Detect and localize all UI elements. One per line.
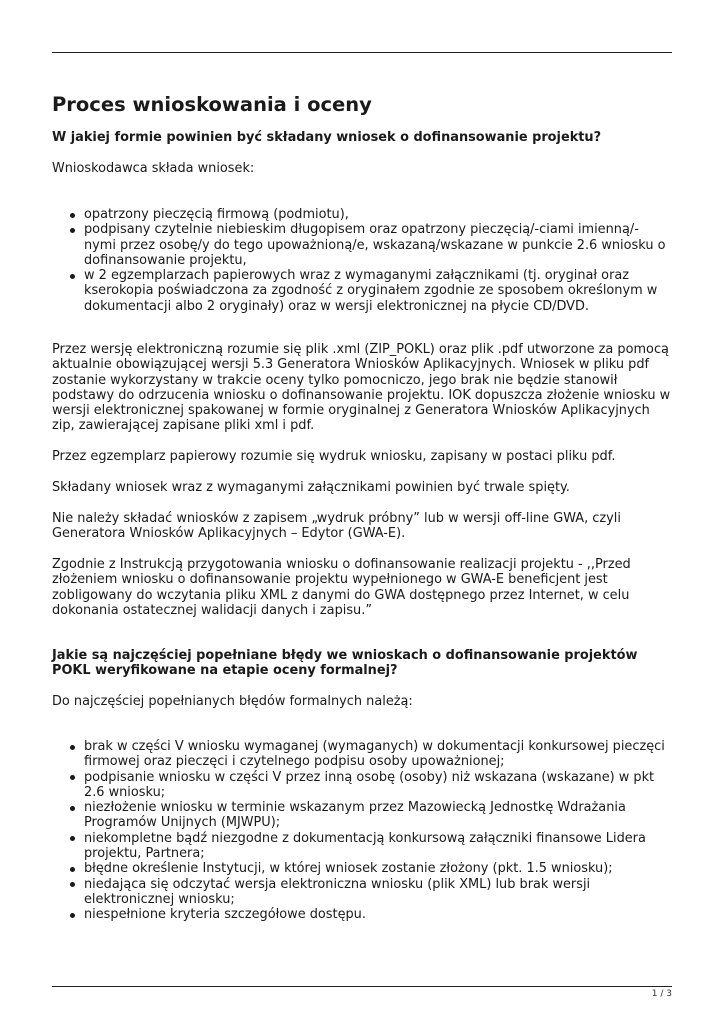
list-item: brak w części V wniosku wymaganej (wymaganych) w dokumentacji konkursowej pieczęci firmowej oraz pieczęci i czytelnego podpisu osoby upoważnionej; bbox=[84, 739, 674, 770]
paragraph-draft-print: Nie należy składać wniosków z zapisem „wydruk próbny” lub w wersji off-line GWA, czyli Generatora Wniosków Aplikacyjnych – Edytor (GWA-E). bbox=[52, 511, 621, 542]
list-item: niedająca się odczytać wersja elektroniczna wniosku (plik XML) lub brak wersji elektronicznej wniosku; bbox=[84, 877, 674, 908]
list-item: niezłożenie wniosku w terminie wskazanym przez Mazowiecką Jednostkę Wdrażania Programów Unijnych (MJWPU); bbox=[84, 800, 674, 831]
footer-rule bbox=[52, 986, 672, 987]
section2-intro: Do najczęściej popełnianych błędów formalnych należą: bbox=[52, 694, 413, 709]
section2-question: Jakie są najczęściej popełniane błędy we wnioskach o dofinansowanie projektów POKL weryfikowane na etapie oceny formalnej? bbox=[52, 648, 638, 679]
section1-question: W jakiej formie powinien być składany wniosek o dofinansowanie projektu? bbox=[52, 130, 602, 145]
paragraph-paper-copy: Przez egzemplarz papierowy rozumie się wydruk wniosku, zapisany w postaci pliku pdf. bbox=[52, 449, 616, 464]
section2-bullet-list bbox=[52, 739, 674, 923]
list-item: opatrzony pieczęcią firmową (podmiotu), bbox=[84, 207, 674, 222]
list-item: podpisanie wniosku w części V przez inną osobę (osoby) niż wskazana (wskazane) w pkt 2.6 wniosku; bbox=[84, 770, 674, 801]
paragraph-electronic-version: Przez wersję elektroniczną rozumie się plik .xml (ZIP_POKL) oraz plik .pdf utworzone za pomocą aktualnie obowiązującej wersji 5.3 Generatora Wniosków Aplikacyjnych. Wniosek w pliku pdf zostanie wykorzystany w trakcie oceny tylko pomocniczo, jego brak nie będzie stanowił podstawy do odrzucenia wniosku o dofinansowanie projektu. IOK dopuszcza złożenie wniosku w wersji elektronicznej spakowanej w formie oryginalnej z Generatora Wniosków Aplikacyjnych zip, zawierającej zapisane pliki xml i pdf. bbox=[52, 342, 671, 434]
page-number: 1 / 3 bbox=[651, 989, 672, 999]
section1-intro: Wnioskodawca składa wniosek: bbox=[52, 161, 255, 176]
paragraph-binding: Składany wniosek wraz z wymaganymi załącznikami powinien być trwale spięty. bbox=[52, 480, 570, 495]
list-item: podpisany czytelnie niebieskim długopisem oraz opatrzony pieczęcią/-ciami imienną/- nymi przez osobę/y do tego upoważnioną/e, wskazaną/wskazane w punkcie 2.6 wniosku o dofinansowanie projektu, bbox=[84, 222, 674, 268]
list-item: niespełnione kryteria szczegółowe dostępu. bbox=[84, 907, 674, 922]
paragraph-instruction-quote: Zgodnie z Instrukcją przygotowania wniosku o dofinansowanie realizacji projektu - ,,Przed złożeniem wniosku o dofinansowanie projektu wypełnionego w GWA-E beneficjent jest zobligowany do wczytania pliku XML z danymi do GWA dostępnego przez Internet, w celu dokonania ostatecznej walidacji danych i zapisu.” bbox=[52, 557, 631, 618]
list-item: błędne określenie Instytucji, w której wniosek zostanie złożony (pkt. 1.5 wniosku); bbox=[84, 861, 674, 876]
header-rule bbox=[52, 52, 672, 53]
list-item: w 2 egzemplarzach papierowych wraz z wymaganymi załącznikami (tj. oryginał oraz kserokopia poświadczona za zgodność z oryginałem zgodnie ze sposobem określonym w dokumentacji albo 2 oryginały) oraz w wersji elektronicznej na płycie CD/DVD. bbox=[84, 268, 674, 314]
list-item: niekompletne bądź niezgodne z dokumentacją konkursową załączniki finansowe Lidera projektu, Partnera; bbox=[84, 831, 674, 862]
page-title: Proces wnioskowania i oceny bbox=[52, 93, 372, 116]
section1-bullet-list bbox=[52, 207, 674, 314]
